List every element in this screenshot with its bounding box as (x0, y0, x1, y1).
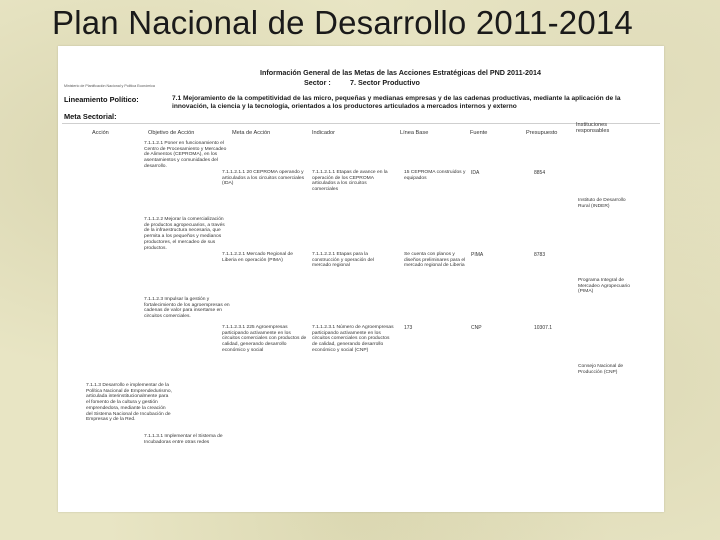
linea-base-cell: Se cuenta con planos y diseños preliminares para el mercado regional de Liberia (404, 252, 466, 269)
column-header-accion: Acción (92, 130, 109, 136)
fuente-cell: PIMA (471, 252, 484, 258)
instituciones-cell: Consejo Nacional de Producción (CNP) (578, 364, 624, 375)
objetivo-cell: 7.1.1.2.3 Impulsar la gestión y fortalecimiento de los agroempresas en cadenas de valor para insertarse en circuitos comerciales. (144, 297, 230, 320)
indicador-cell: 7.1.1.2.1.1 Etapas de avance en la operación de los CEPROMA articulados a los circuitos comerciales (312, 170, 388, 193)
meta-cell: 7.1.1.2.2.1 Mercado Regional de Liberia en operación (PIMA) (222, 252, 293, 263)
column-header-objetivo: Objetivo de Acción (148, 130, 195, 136)
ministry-small-header: Ministerio de Planificación Nacional y Política Económica (64, 84, 155, 88)
slide-title: Plan Nacional de Desarrollo 2011-2014 (52, 4, 633, 41)
column-header-indicador: Indicador (312, 130, 336, 136)
fuente-cell: IDA (471, 170, 480, 176)
header-divider (62, 123, 660, 124)
column-header-presupuesto: Presupuesto (526, 130, 558, 136)
presupuesto-cell: 10307.1 (534, 325, 553, 331)
fuente-cell: CNP (471, 325, 482, 331)
column-header-fuente: Fuente (470, 130, 488, 136)
sector-label: Sector : (304, 78, 331, 87)
column-header-instituciones: Instituciones responsables (576, 122, 610, 135)
column-header-meta: Meta de Acción (232, 130, 271, 136)
document-header-title: Información General de las Metas de las Acciones Estratégicas del PND 2011-2014 (260, 68, 541, 77)
objetivo-cell: 7.1.1.2.2 Mejorar la comercialización de productos agropecuarios, a través de la infraestructura necesaria, que permita a los pequeños y medianos productores, el mercadeo de sus productos. (144, 217, 225, 251)
instituciones-cell: Programa Integral de Mercadeo Agropecuario (PIMA) (578, 278, 630, 295)
objetivo-cell: 7.1.1.3.1 Implementar el Sistema de Incubadoras entre otras redes (144, 434, 223, 445)
presupuesto-cell: 8854 (534, 170, 546, 176)
sector-value: 7. Sector Productivo (350, 78, 420, 87)
indicador-cell: 7.1.1.2.3.1 Número de Agroempresas participando activamente en los circuitos comerciales con productos de calidad, generando desarrollo económico y social (CNP) (312, 325, 394, 353)
instituciones-cell: Instituto de Desarrollo Rural (INDER) (578, 198, 626, 209)
meta-cell: 7.1.1.2.3.1 225 Agroempresas participando activamente en los circuitos comerciales con productos de calidad, generando desarrollo económico y social (222, 325, 307, 353)
lineamiento-text: 7.1 Mejoramiento de la competitividad de las micro, pequeñas y medianas empresas y de las cadenas productivas, mediante la aplicación de la innovación, la ciencia y la tecnología, orientados a los productores articulados a mercados internos y externo (172, 95, 621, 110)
meta-sectorial-label: Meta Sectorial: (64, 112, 117, 121)
linea-base-cell: 15 CEPROMA construidos y equipados (404, 170, 466, 181)
meta-cell: 7.1.1.2.1.1 20 CEPROMA operando y articulados a los circuitos comerciales (IDA) (222, 170, 305, 187)
objetivo-cell: 7.1.1.2.1 Poner en funcionamiento el Centro de Procesamiento y Mercadeo de Alimentos (CEPROMA), en los asentamientos y comunidades del desarrollo. (144, 141, 227, 169)
presupuesto-cell: 8783 (534, 252, 546, 258)
accion-cell: 7.1.1.3 Desarrollo e implementar de la Política Nacional de Emprendedurismo, articulada interinstitucionalmente para el fomento de la cultura y gestión emprendedora, mediante la creación del Sistema Nacional de Incubación de Empresas y de la Red. (86, 383, 172, 423)
linea-base-cell: 173 (404, 325, 413, 331)
document-image (58, 46, 664, 512)
lineamiento-label: Lineamiento Político: (64, 95, 139, 104)
column-header-linea-base: Línea Base (400, 130, 429, 136)
indicador-cell: 7.1.1.2.2.1 Etapas para la construcción y operación del mercado regional (312, 252, 374, 269)
